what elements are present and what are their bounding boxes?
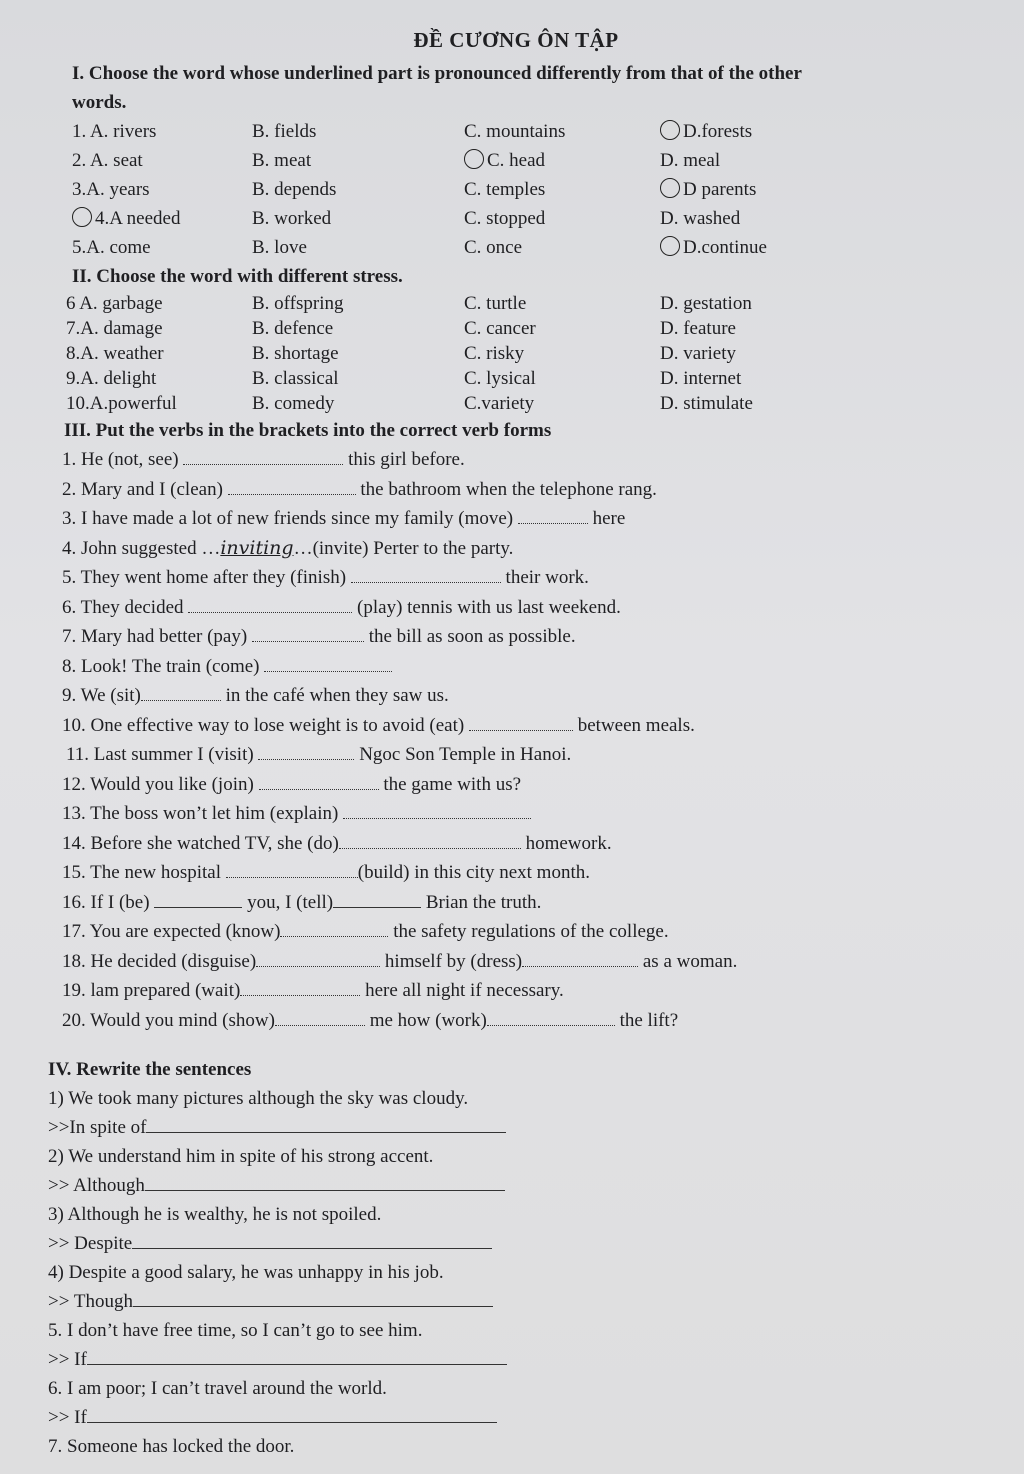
option-c: C. once (464, 237, 523, 258)
option-c: C. temples (464, 179, 546, 200)
option-d-circled: D.continue (660, 233, 860, 262)
option-d: D. stimulate (660, 393, 753, 414)
answer-line[interactable] (133, 1288, 493, 1307)
option-d-circled: D parents (660, 175, 860, 204)
option-d: D. feature (660, 318, 736, 339)
rewrite-answer-line: >> Despite (48, 1229, 984, 1258)
option-c: C. mountains (464, 121, 566, 142)
question-row (72, 233, 984, 262)
option-c: C. lysical (464, 368, 536, 389)
option-b: B. defence (252, 318, 334, 339)
verb-question: 1. He (not, see) this girl before. (62, 445, 984, 475)
answer-line[interactable] (87, 1346, 507, 1365)
option-a: 8.A. weather (66, 343, 164, 364)
option-c: C. stopped (464, 208, 546, 229)
option-b: B. shortage (252, 343, 339, 364)
rewrite-question: 4) Despite a good salary, he was unhappy in his job. (48, 1262, 444, 1283)
rewrite-question: 1) We took many pictures although the sky was cloudy. (48, 1088, 469, 1109)
answer-blank[interactable] (154, 889, 242, 908)
verb-question: 14. Before she watched TV, she (do) homework. (62, 829, 984, 859)
option-d: D. variety (660, 343, 736, 364)
answer-line[interactable] (87, 1404, 497, 1423)
rewrite-answer-line: >> Though (48, 1287, 984, 1316)
verb-question: 6. They decided (play) tennis with us last weekend. (62, 593, 984, 623)
verb-question: 3. I have made a lot of new friends since my family (move) here (62, 504, 984, 534)
rewrite-answer-line: >>In spite of (48, 1113, 984, 1142)
section-2-table (66, 291, 984, 416)
verb-question: 10. One effective way to lose weight is to avoid (eat) between meals. (62, 711, 984, 741)
option-a: 6 A. garbage (66, 293, 163, 314)
option-b: B. fields (252, 121, 317, 142)
answer-blank[interactable] (333, 889, 421, 908)
answer-blank[interactable] (339, 830, 521, 849)
rewrite-question: 3) Although he is wealthy, he is not spoiled. (48, 1204, 382, 1225)
answer-blank[interactable] (240, 977, 360, 996)
question-row (66, 291, 984, 316)
answer-blank[interactable] (188, 594, 352, 613)
answer-blank[interactable] (183, 446, 343, 465)
verb-question: 13. The boss won’t let him (explain) (62, 799, 984, 829)
verb-question: 20. Would you mind (show) me how (work) the lift? (62, 1006, 984, 1036)
option-a: 3.A. years (72, 179, 150, 200)
option-b: B. offspring (252, 293, 344, 314)
option-d: D. meal (660, 150, 721, 171)
question-row (66, 316, 984, 341)
answer-blank[interactable] (226, 859, 358, 878)
answer-blank[interactable] (518, 505, 588, 524)
answer-blank[interactable] (258, 741, 354, 760)
answer-blank[interactable] (228, 476, 356, 495)
option-a: 10.A.powerful (66, 393, 177, 414)
section-2-heading: II. Choose the word with different stress. (72, 266, 403, 287)
verb-question: 17. You are expected (know) the safety regulations of the college. (62, 917, 984, 947)
rewrite-answer-line: >> Although (48, 1171, 984, 1200)
answer-blank[interactable] (275, 1007, 365, 1026)
option-d: D. internet (660, 368, 742, 389)
verb-question: 2. Mary and I (clean) the bathroom when the telephone rang. (62, 475, 984, 505)
option-b: B. comedy (252, 393, 335, 414)
rewrite-question: 7. Someone has locked the door. (48, 1436, 295, 1457)
verb-question: 9. We (sit) in the café when they saw us. (62, 681, 984, 711)
answer-blank[interactable] (256, 948, 380, 967)
answer-blank[interactable] (252, 623, 364, 642)
verb-question: 12. Would you like (join) the game with us? (62, 770, 984, 800)
section-4-items (48, 1084, 984, 1461)
section-1-heading: I. Choose the word whose underlined part is pronounced differently from that of the other words. (72, 63, 802, 113)
rewrite-answer-line: >> If (48, 1345, 984, 1374)
answer-blank[interactable] (351, 564, 501, 583)
option-a: 2. A. seat (72, 150, 143, 171)
question-row (66, 391, 984, 416)
question-row (66, 366, 984, 391)
answer-blank[interactable] (141, 682, 221, 701)
option-b: B. meat (252, 150, 312, 171)
answer-line[interactable] (132, 1230, 492, 1249)
answer-blank[interactable] (343, 800, 531, 819)
section-3-questions (62, 445, 984, 1035)
answer-line[interactable] (145, 1172, 505, 1191)
rewrite-answer-line: >> If (48, 1403, 984, 1432)
option-c: C.variety (464, 393, 535, 414)
option-a: 9.A. delight (66, 368, 157, 389)
section-3-heading: III. Put the verbs in the brackets into the correct verb forms (64, 420, 552, 441)
option-c-circled: C. head (464, 146, 660, 175)
verb-question: 5. They went home after they (finish) their work. (62, 563, 984, 593)
verb-question: 19. lam prepared (wait) here all night if necessary. (62, 976, 984, 1006)
rewrite-question: 2) We understand him in spite of his strong accent. (48, 1146, 434, 1167)
rewrite-question: 6. I am poor; I can’t travel around the world. (48, 1378, 387, 1399)
answer-blank[interactable] (487, 1007, 615, 1026)
section-1-table (72, 117, 984, 262)
option-a: 1. A. rivers (72, 121, 157, 142)
verb-question: 7. Mary had better (pay) the bill as soon as possible. (62, 622, 984, 652)
option-c: C. risky (464, 343, 525, 364)
section-4-heading: IV. Rewrite the sentences (48, 1059, 252, 1080)
option-b: B. love (252, 237, 307, 258)
question-row (66, 341, 984, 366)
question-row (72, 117, 984, 146)
option-d: D. washed (660, 208, 741, 229)
verb-question: 11. Last summer I (visit) Ngoc Son Temple in Hanoi. (62, 740, 984, 770)
option-a: 7.A. damage (66, 318, 163, 339)
page-title: ĐỀ CƯƠNG ÔN TẬP (413, 28, 619, 52)
verb-question: 8. Look! The train (come) (62, 652, 984, 682)
option-d-circled: D.forests (660, 117, 860, 146)
question-row (72, 204, 984, 233)
verb-question: 15. The new hospital (build) in this city next month. (62, 858, 984, 888)
verb-question: 4. John suggested …inviting…(invite) Perter to the party. (62, 536, 514, 559)
question-row (72, 146, 984, 175)
answer-blank[interactable] (522, 948, 638, 967)
option-b: B. depends (252, 179, 337, 200)
option-d: D. gestation (660, 293, 752, 314)
question-row (72, 175, 984, 204)
answer-blank[interactable] (280, 918, 388, 937)
handwritten-answer: inviting (220, 536, 294, 559)
answer-blank[interactable] (469, 712, 573, 731)
option-c: C. cancer (464, 318, 536, 339)
answer-blank[interactable] (264, 653, 392, 672)
verb-question: 18. He decided (disguise) himself by (dress) as a woman. (62, 947, 984, 977)
rewrite-question: 5. I don’t have free time, so I can’t go to see him. (48, 1320, 423, 1341)
answer-line[interactable] (146, 1114, 506, 1133)
option-a-circled: 4.A needed (72, 204, 252, 233)
answer-blank[interactable] (259, 771, 379, 790)
option-a: 5.A. come (72, 237, 151, 258)
option-c: C. turtle (464, 293, 527, 314)
verb-question: 16. If I (be) you, I (tell) Brian the truth. (62, 888, 984, 918)
option-b: B. classical (252, 368, 339, 389)
option-b: B. worked (252, 208, 332, 229)
